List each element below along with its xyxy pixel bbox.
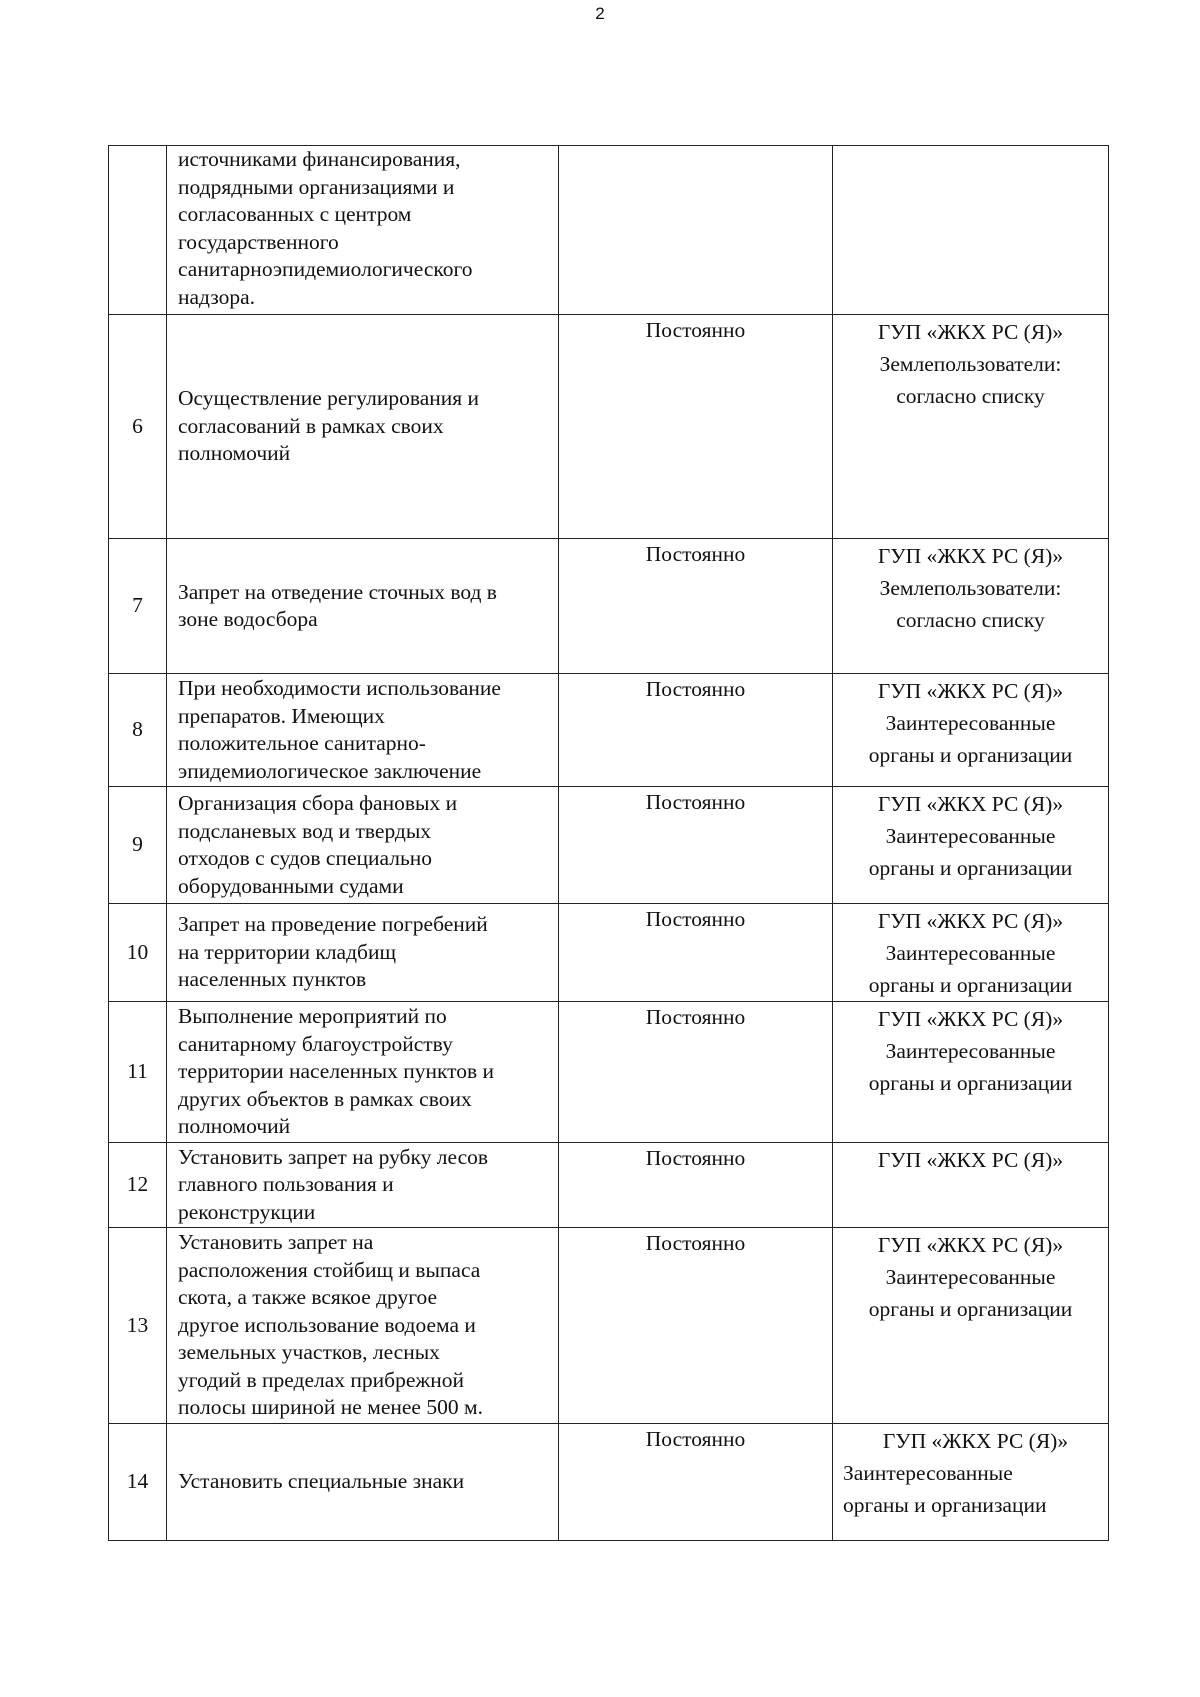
table-row	[109, 904, 1109, 1002]
responsible-cell	[833, 1143, 1109, 1228]
responsible-line: органы и организации	[868, 973, 1073, 997]
action-line: государственного	[178, 229, 339, 254]
measures-table	[108, 145, 1109, 1541]
row-number: 10	[109, 904, 167, 1002]
action-line: полномочий	[178, 1114, 291, 1139]
term-cell: Постоянно	[559, 315, 833, 539]
action-line: подсланевых вод и твердых	[178, 818, 432, 843]
responsible-line: ГУП «ЖКХ РС (Я)»	[877, 1007, 1064, 1031]
row-number: 11	[109, 1002, 167, 1143]
responsible-cell	[833, 315, 1109, 539]
responsible-cell	[833, 904, 1109, 1002]
term-cell: Постоянно	[559, 674, 833, 787]
row-number: 12	[109, 1143, 167, 1228]
action-line: главного пользования и	[178, 1172, 394, 1197]
table-row	[109, 674, 1109, 787]
action-line: Установить запрет на рубку лесов	[178, 1144, 489, 1169]
action-line: источниками финансирования,	[178, 147, 461, 171]
table-row	[109, 539, 1109, 674]
action-line: отходов с судов специально	[178, 846, 433, 870]
responsible-cell	[833, 146, 1109, 315]
responsible-line: Заинтересованные	[885, 941, 1056, 965]
responsible-line: органы и организации	[843, 1493, 1047, 1517]
row-number: 9	[109, 787, 167, 904]
responsible-line: ГУП «ЖКХ РС (Я)»	[877, 792, 1064, 816]
action-line: Запрет на отведение сточных вод в	[178, 579, 497, 604]
action-line: положительное санитарно-	[178, 731, 426, 755]
action-cell	[167, 787, 559, 904]
responsible-line: ГУП «ЖКХ РС (Я)»	[877, 909, 1064, 933]
action-line: реконструкции	[178, 1199, 316, 1224]
action-line: Осуществление регулирования и	[178, 386, 480, 411]
responsible-line: органы и организации	[868, 856, 1073, 880]
action-line: других объектов в рамках своих	[178, 1086, 472, 1111]
responsible-line: ГУП «ЖКХ РС (Я)»	[877, 1233, 1064, 1257]
action-line: скота, а также всякое другое	[178, 1285, 438, 1310]
action-line: препаратов. Имеющих	[178, 703, 385, 728]
term-cell: Постоянно	[559, 539, 833, 674]
action-line: согласованных с центром	[178, 202, 412, 226]
action-line: расположения стойбищ и выпаса	[178, 1257, 481, 1282]
responsible-line: Землепользователи:	[879, 576, 1062, 600]
action-line: согласований в рамках своих	[178, 413, 444, 438]
term-cell: Постоянно	[559, 1228, 833, 1424]
action-line: подрядными организациями и	[178, 174, 455, 199]
action-line: угодий в пределах прибрежной	[178, 1367, 465, 1392]
row-number-cell	[109, 146, 167, 315]
responsible-line: Заинтересованные	[885, 1039, 1056, 1063]
responsible-line: Заинтересованные	[885, 711, 1056, 735]
responsible-line: органы и организации	[868, 1071, 1073, 1095]
action-line: санитарному благоустройству	[178, 1031, 453, 1056]
action-cell	[167, 1228, 559, 1424]
action-cell	[167, 1002, 559, 1143]
term-cell: Постоянно	[559, 1143, 833, 1228]
action-line: земельных участков, лесных	[178, 1340, 440, 1365]
row-number: 14	[109, 1424, 167, 1541]
page-number: 2	[595, 4, 605, 23]
table-row	[109, 146, 1109, 315]
responsible-line: ГУП «ЖКХ РС (Я)»	[877, 544, 1064, 568]
responsible-cell	[833, 539, 1109, 674]
term-cell: Постоянно	[559, 787, 833, 904]
action-cell	[167, 674, 559, 787]
action-cell	[167, 539, 559, 674]
responsible-line: ГУП «ЖКХ РС (Я)»	[877, 320, 1064, 344]
row-number: 7	[109, 539, 167, 674]
action-line: санитарноэпидемиологического	[178, 257, 473, 281]
row-number: 13	[109, 1228, 167, 1424]
responsible-line: ГУП «ЖКХ РС (Я)»	[882, 1429, 1069, 1453]
action-line: надзора.	[178, 284, 256, 309]
responsible-cell	[833, 787, 1109, 904]
term-cell: Постоянно	[559, 1424, 833, 1541]
table-row	[109, 787, 1109, 904]
responsible-line: согласно списку	[896, 384, 1045, 408]
row-number: 8	[109, 674, 167, 787]
action-line: зоне водосбора	[178, 607, 318, 631]
action-cell	[167, 146, 559, 315]
table-row	[109, 1424, 1109, 1541]
action-line: Запрет на проведение погребений	[178, 912, 488, 937]
responsible-cell	[833, 1228, 1109, 1424]
responsible-line: органы и организации	[868, 743, 1073, 767]
action-line: другое использование водоема и	[178, 1312, 476, 1337]
action-line: полномочий	[178, 441, 291, 466]
action-cell	[167, 315, 559, 539]
table-row	[109, 1143, 1109, 1228]
action-line: эпидемиологическое заключение	[178, 758, 482, 783]
responsible-line: согласно списку	[896, 608, 1045, 632]
table-row	[109, 1002, 1109, 1143]
term-cell: Постоянно	[559, 904, 833, 1002]
responsible-line: органы и организации	[868, 1297, 1073, 1321]
responsible-cell	[833, 1424, 1109, 1541]
action-line: населенных пунктов	[178, 967, 367, 992]
action-line: Установить специальные знаки	[178, 1469, 465, 1494]
term-cell	[559, 146, 833, 315]
action-line: Установить запрет на	[178, 1230, 374, 1255]
row-number: 6	[109, 315, 167, 539]
action-line: Организация сбора фановых и	[178, 791, 458, 815]
responsible-cell	[833, 1002, 1109, 1143]
table-row	[109, 1228, 1109, 1424]
action-line: Выполнение мероприятий по	[178, 1004, 447, 1029]
responsible-line: Заинтересованные	[843, 1461, 1013, 1485]
responsible-line: Землепользователи:	[879, 352, 1062, 376]
action-line: полосы шириной не менее 500 м.	[178, 1395, 483, 1420]
action-line: территории населенных пунктов и	[178, 1059, 495, 1084]
action-line: оборудованными судами	[178, 873, 404, 898]
responsible-line: ГУП «ЖКХ РС (Я)»	[877, 1148, 1064, 1172]
table-row	[109, 315, 1109, 539]
action-cell	[167, 1424, 559, 1541]
responsible-cell	[833, 674, 1109, 787]
responsible-line: Заинтересованные	[885, 824, 1056, 848]
action-line: на территории кладбищ	[178, 939, 397, 964]
term-cell: Постоянно	[559, 1002, 833, 1143]
action-line: При необходимости использование	[178, 676, 501, 700]
responsible-line: ГУП «ЖКХ РС (Я)»	[877, 679, 1064, 703]
action-cell	[167, 904, 559, 1002]
responsible-line: Заинтересованные	[885, 1265, 1056, 1289]
action-cell	[167, 1143, 559, 1228]
